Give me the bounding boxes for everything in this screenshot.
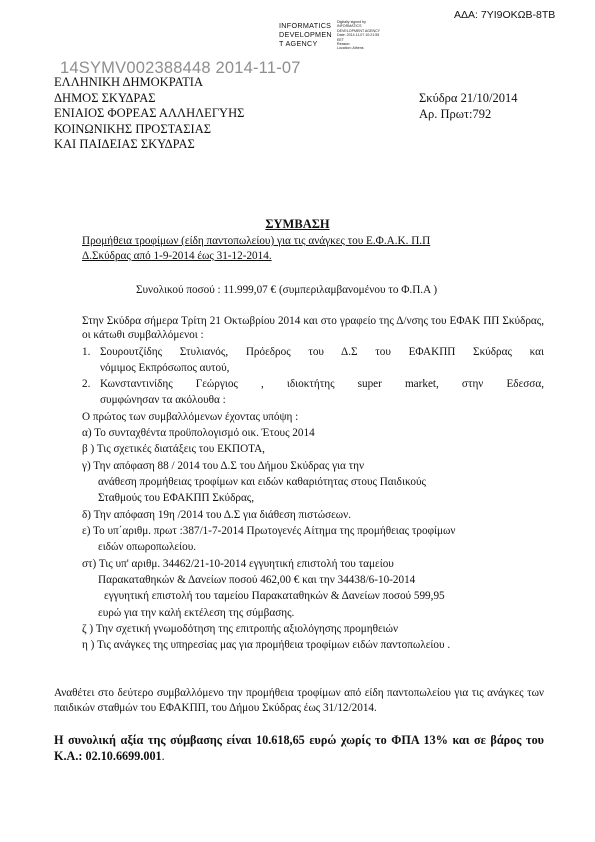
party-item	[82, 345, 544, 359]
considering-item: δ) Την απόφαση 19η /2014 του Δ.Σ για διάθεση πιστώσεων.	[82, 509, 352, 521]
stamp-org-line: DEVELOPMEN	[279, 30, 332, 39]
subject-line: Δ.Σκύδρας από 1-9-2014 έως 31-12-2014.	[82, 250, 272, 262]
considering-item: ευρώ για την καλή εκτέλεση της σύμβασης.	[98, 607, 295, 619]
stamp-org-line: INFORMATICS	[279, 21, 332, 30]
considering-item: ανάθεση προμήθειας τροφίμων και ειδών καθαριότητας στους Παιδικούς	[98, 476, 426, 488]
considering-item: η ) Τις ανάγκες της υπηρεσίας μας για προμήθεια τροφίμων ειδών παντοπωλείου .	[82, 639, 451, 651]
intro-paragraph: Στην Σκύδρα σήμερα Τρίτη 21 Οκτωβρίου 2014 και στο γραφείο της Δ/νσης του ΕΦΑΚ ΠΠ Σκύδρας, οι κάτωθι συμβαλλόμενοι :	[82, 315, 544, 341]
party-number: 1.	[82, 346, 91, 358]
stamp-detail-line: Location: Athens	[337, 46, 364, 51]
signature-details	[337, 20, 380, 51]
stamp-detail-line: Date: 2014.11.07 10:21:59	[337, 33, 380, 38]
subject-line: Προμήθεια τροφίμων (είδη παντοπωλείου) για τις ανάγκες του Ε.Φ.Α.Κ. Π.Π	[82, 235, 431, 247]
issuer-line: ΚΟΙΝΩΝΙΚΗΣ ΠΡΟΣΤΑΣΙΑΣ	[54, 121, 212, 136]
considering-item: β ) Τις σχετικές διατάξεις του ΕΚΠΟΤΑ,	[82, 443, 265, 455]
issuer-block	[54, 75, 244, 153]
stamp-org-line: T AGENCY	[279, 39, 318, 48]
signature-stamp	[279, 21, 332, 48]
stamp-detail-line: Reason:	[337, 42, 351, 47]
issuer-line: ΔΗΜΟΣ ΣΚΥΔΡΑΣ	[54, 90, 156, 105]
considering-item: Παρακαταθηκών & Δανείων ποσού 462,00 € και την 34438/6-10-2014	[98, 574, 416, 586]
considering-item: γ) Την απόφαση 88 / 2014 του Δ.Σ του Δήμου Σκύδρας για την	[82, 460, 365, 472]
document-date: Σκύδρα 21/10/2014	[419, 91, 518, 105]
stamp-detail-line: INFORMATICS	[337, 24, 362, 29]
party-line: Κωνσταντινίδης Γεώργιος , ιδιοκτήτης super market, στην Εδεσσα,	[100, 378, 544, 390]
considering-item: ζ ) Την σχετική γνωμοδότηση της επιτροπής αξιολόγησης προμηθειών	[82, 623, 399, 635]
considering-intro: Ο πρώτος των συμβαλλόμενων έχοντας υπόψη :	[82, 411, 299, 423]
issuer-line: ΕΛΛΗΝΙΚΗ ΔΗΜΟΚΡΑΤΙΑ	[54, 75, 203, 89]
total-value-end: .	[161, 748, 165, 763]
watermark: 14SYMV002388448 2014-11-07	[60, 59, 301, 77]
considering-item: ειδών οπωροπωλείου.	[98, 541, 197, 553]
stamp-detail-line: EET	[337, 37, 344, 42]
protocol-number: Αρ. Πρωτ:792	[419, 107, 492, 121]
considering-item: Σταθμούς του ΕΦΑΚΠΠ Σκύδρας,	[98, 492, 255, 504]
considering-item: α) Το συνταχθέντα προϋπολογισμό οικ. Έτους 2014	[82, 427, 315, 439]
party-line: Σουρουτζίδης Στυλιανός, Πρόεδρος του Δ.Σ του ΕΦΑΚΠΠ Σκύδρας και	[100, 346, 544, 358]
party-number: 2.	[82, 378, 91, 390]
party-line: συμφώνησαν τα ακόλουθα :	[100, 394, 226, 406]
closing-paragraph: Αναθέτει στο δεύτερο συμβαλλόμενο την προμήθεια τροφίμων από είδη παντοπωλείου για τις ανάγκες των παιδικών σταθμών του ΕΦΑΚΠΠ, του Δήμου Σκύδρας έως 31/12/2014.	[54, 687, 544, 714]
stamp-detail-line: DEVELOPMENT AGENCY	[337, 28, 381, 33]
considering-item: στ) Τις υπ' αριθμ. 34462/21-10-2014 εγγυητική επιστολή του ταμείου	[82, 558, 394, 570]
considering-item: ε) Το υπ΄αριθμ. πρωτ :387/1-7-2014 Πρωτογενές Αίτημα της προμήθειας τροφίμων	[82, 525, 456, 537]
document-title: ΣΥΜΒΑΣΗ	[265, 217, 330, 231]
party-item	[82, 377, 544, 391]
total-value-text: Η συνολική αξία της σύμβασης είναι 10.618,65 ευρώ χωρίς το ΦΠΑ 13% και σε βάρος του Κ.Α.: 02.10.6699.001	[54, 733, 544, 763]
considering-item: εγγυητική επιστολή του ταμείου Παρακαταθηκών & Δανείων ποσού 599,95	[104, 590, 445, 602]
issuer-line: ΕΝΙΑΙΟΣ ΦΟΡΕΑΣ ΑΛΛΗΛΕΓΥΗΣ	[54, 106, 245, 120]
stamp-detail-line: Digitally signed by	[337, 20, 366, 24]
party-line: νόμιμος Εκπρόσωπος αυτού,	[100, 362, 230, 374]
total-amount: Συνολικού ποσού : 11.999,07 € (συμπεριλαμβανομένου το Φ.Π.Α )	[136, 284, 438, 296]
issuer-line: ΚΑΙ ΠΑΙΔΕΙΑΣ ΣΚΥΔΡΑΣ	[54, 137, 195, 151]
ada-code: ΑΔΑ: 7ΥΙ9ΟΚΩΒ-8ΤΒ	[454, 9, 556, 21]
total-value	[54, 733, 544, 764]
